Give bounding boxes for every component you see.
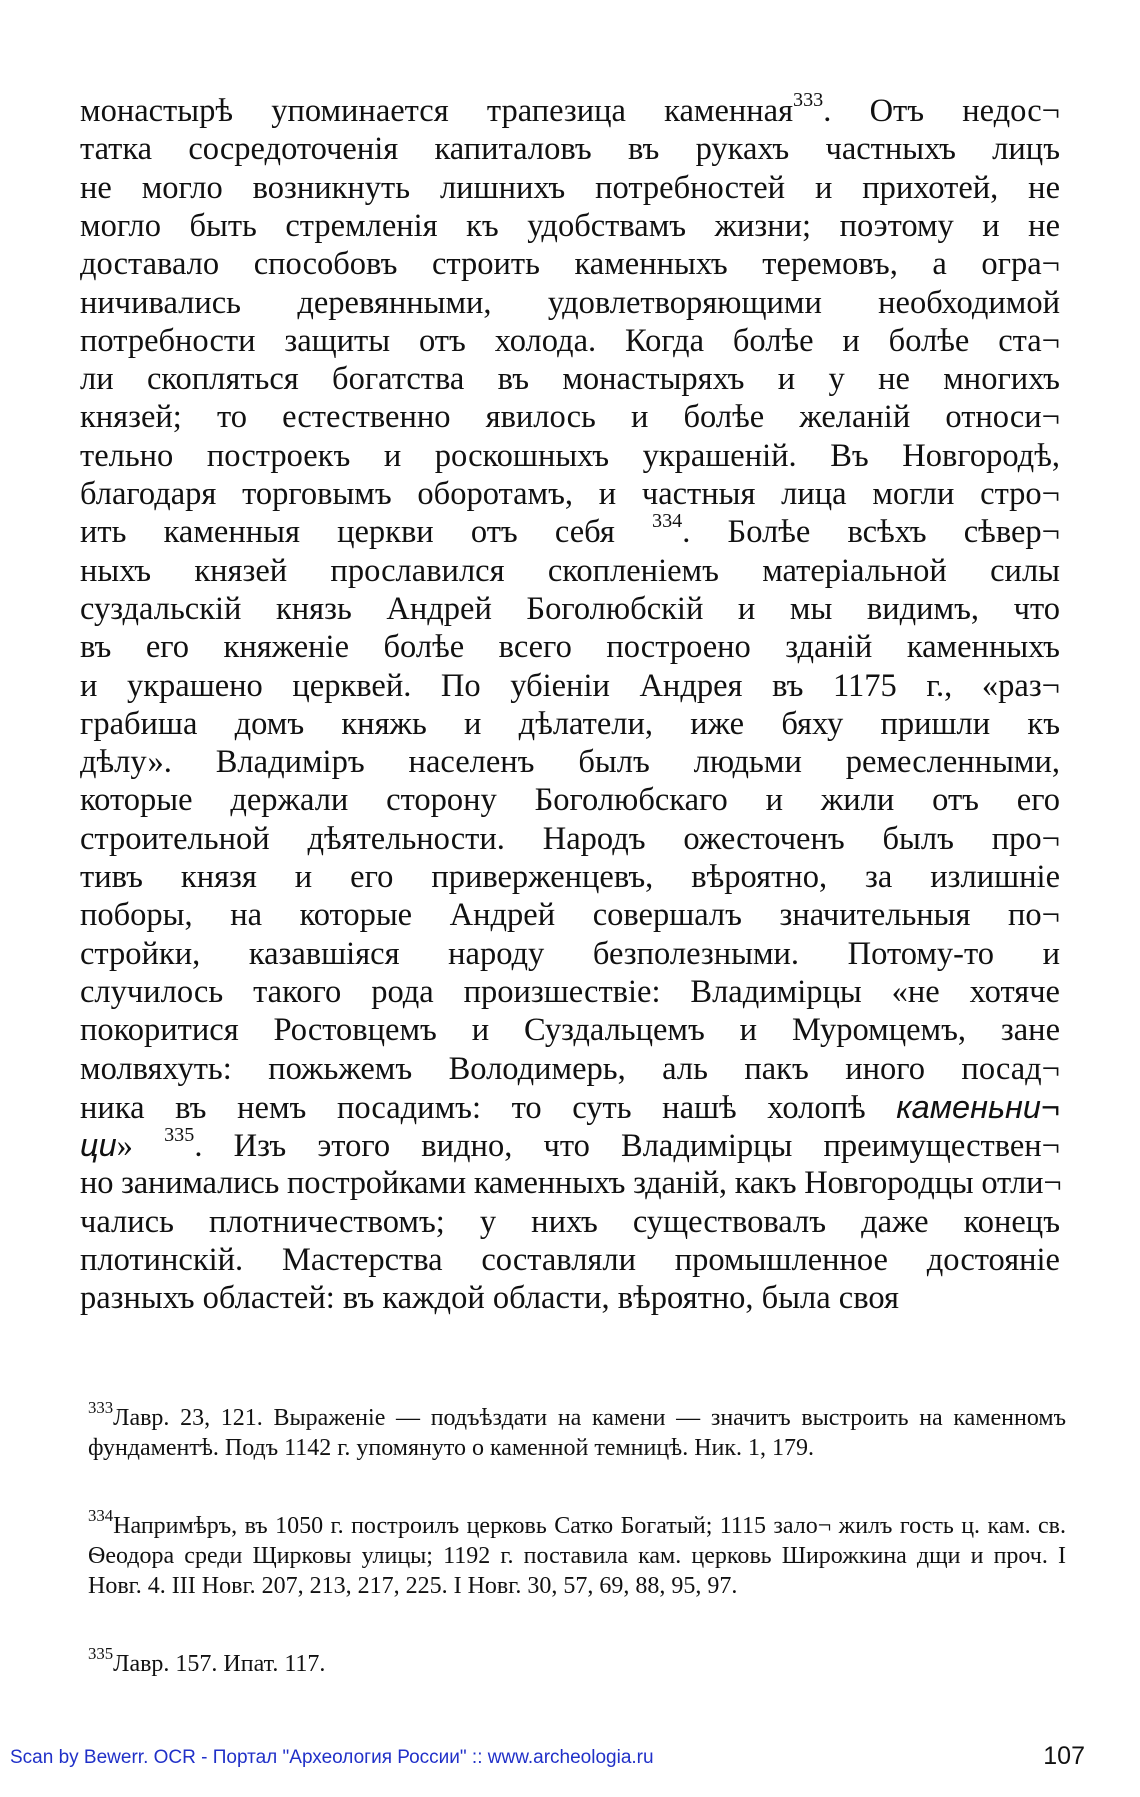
line-text: тивъ князя и его приверженцевъ, вѣроятно, за излишніе: [80, 859, 1060, 895]
body-line: [80, 284, 1060, 322]
line-text: поборы, на которые Андрей совершалъ значительныя по¬: [80, 897, 1060, 934]
line-text: . Болѣе всѣхъ сѣвер¬: [682, 514, 1060, 551]
footnote: [88, 1644, 1066, 1679]
footnote-number: 335: [88, 1644, 114, 1664]
italic-text: каменьни¬: [896, 1088, 1060, 1125]
line-text: чались плотничествомъ; у нихъ существовалъ даже конецъ: [80, 1203, 1060, 1240]
footnote-text: Лавр. 157. Ипат. 117.: [113, 1651, 326, 1677]
footnote-ref: 335: [164, 1124, 195, 1147]
line-text: могло быть стремленія къ удобствамъ жизни; поэтому и не: [80, 207, 1060, 244]
line-text: въ его княженіе болѣе всего построено зданій каменныхъ: [80, 629, 1060, 666]
body-line: [80, 1050, 1060, 1088]
body-line: [80, 207, 1060, 245]
body-line: [80, 667, 1060, 705]
line-text: монастырѣ упоминается трапезица каменная: [80, 93, 794, 129]
line-text: . Отъ недос¬: [823, 93, 1060, 129]
footnote-ref: 334: [652, 510, 683, 533]
body-line: [80, 1011, 1060, 1049]
body-line: [80, 1279, 1060, 1317]
line-text: которые держали сторону Боголюбскаго и жили отъ его: [80, 782, 1060, 819]
line-text: доставало способовъ строить каменныхъ теремовъ, а огра¬: [80, 246, 1060, 283]
line-text: . Изъ этого видно, что Владимірцы преимуществен¬: [194, 1128, 1061, 1165]
body-line: [80, 590, 1060, 628]
footnote-number: 334: [88, 1506, 114, 1526]
line-text: ить каменныя церкви отъ себя: [80, 514, 653, 551]
body-line: [80, 1126, 1060, 1165]
line-text: ныхъ князей прославился скопленіемъ матеріальной силы: [80, 552, 1060, 589]
page-number: 107: [1043, 1742, 1085, 1770]
body-line: [80, 781, 1060, 819]
line-text: »: [116, 1128, 165, 1165]
body-line: [80, 935, 1060, 973]
body-line: [80, 1241, 1060, 1279]
body-line: [80, 398, 1060, 436]
line-text: не могло возникнуть лишнихъ потребностей и прихотей, не: [80, 169, 1060, 206]
body-line: [80, 360, 1060, 398]
body-line: [80, 743, 1060, 781]
line-text: и украшено церквей. По убіеніи Андрея въ 1175 г., «раз¬: [80, 667, 1060, 704]
line-text: татка сосредоточенія капиталовъ въ рукахъ частныхъ лицъ: [80, 131, 1060, 168]
line-text: разныхъ областей: въ каждой области, вѣроятно, была своя: [80, 1280, 899, 1317]
line-text: ли скопляться богатства въ монастыряхъ и у не многихъ: [80, 361, 1060, 398]
line-text: но занимались постройками каменныхъ зданій, какъ Новгородцы отли¬: [80, 1165, 1062, 1202]
line-text: стройки, казавшіяся народу безполезными. Потому-то и: [80, 935, 1060, 972]
footnote: [88, 1506, 1066, 1601]
footnote: [88, 1398, 1066, 1463]
body-line: [80, 1088, 1060, 1127]
body-line: [80, 89, 1060, 130]
footnote-number: 333: [88, 1398, 114, 1418]
line-text: суздальскій князь Андрей Боголюбскій и мы видимъ, что: [80, 590, 1060, 627]
body-line: [80, 130, 1060, 168]
body-line: [80, 245, 1060, 283]
footnote-text: Лавр. 23, 121. Выраженіе — подъѣздати на камени — значитъ выстроить на каменномъ фундаментѣ. Подъ 1142 г. упомянуто о каменной темницѣ. Ник. 1, 179.: [88, 1405, 1066, 1461]
body-line: [80, 973, 1060, 1011]
footnote-ref: 333: [793, 89, 824, 112]
line-text: ничивались деревянными, удовлетворяющими необходимой: [80, 284, 1060, 321]
line-text: молвяхуть: пожьжемъ Володимерь, аль пакъ иного посад¬: [80, 1050, 1060, 1087]
italic-text: ци: [80, 1127, 117, 1164]
line-text: ника въ немъ посадимъ: то суть нашѣ холопѣ: [80, 1089, 897, 1126]
body-line: [80, 510, 1060, 551]
body-line: [80, 1164, 1060, 1202]
body-line: [80, 858, 1060, 896]
line-text: строительной дѣятельности. Народъ ожесточенъ былъ про¬: [80, 820, 1060, 857]
body-line: [80, 628, 1060, 666]
line-text: плотинскій. Мастерства составляли промышленное достояніе: [80, 1242, 1060, 1278]
body-line: [80, 475, 1060, 513]
body-line: [80, 820, 1060, 858]
footnote-text: Напримѣръ, въ 1050 г. построилъ церковь Сатко Богатый; 1115 зало¬ жилъ гость ц. кам. св. Ѳеодора среди Щирковы улицы; 1192 г. поставила кам. церковь Широжкина дщи и проч. І Новг. 4. ІІІ Новг. 207, 213, 217, 225. І Новг. 30, 57, 69, 88, 95, 97.: [88, 1513, 1066, 1599]
body-line: [80, 437, 1060, 475]
line-text: покоритися Ростовцемъ и Суздальцемъ и Муромцемъ, зане: [80, 1012, 1060, 1049]
line-text: дѣлу». Владиміръ населенъ былъ людьми ремесленными,: [80, 744, 1060, 781]
line-text: потребности защиты отъ холода. Когда болѣе и болѣе ста¬: [80, 322, 1060, 359]
body-line: [80, 705, 1060, 743]
body-line: [80, 552, 1060, 590]
line-text: случилось такого рода произшествіе: Владимірцы «не хотяче: [80, 973, 1060, 1010]
body-line: [80, 1203, 1060, 1241]
body-line: [80, 896, 1060, 934]
body-line: [80, 322, 1060, 360]
line-text: князей; то естественно явилось и болѣе желаній относи¬: [80, 399, 1060, 436]
line-text: грабиша домъ княжь и дѣлатели, иже бяху пришли къ: [80, 705, 1060, 742]
line-text: тельно построекъ и роскошныхъ украшеній. Въ Новгородѣ,: [80, 437, 1060, 474]
body-line: [80, 169, 1060, 207]
scan-credit-link[interactable]: Scan by Bewerr. OCR - Портал "Археология России" :: www.archeologia.ru: [10, 1747, 654, 1768]
line-text: благодаря торговымъ оборотамъ, и частныя лица могли стро¬: [80, 476, 1060, 512]
